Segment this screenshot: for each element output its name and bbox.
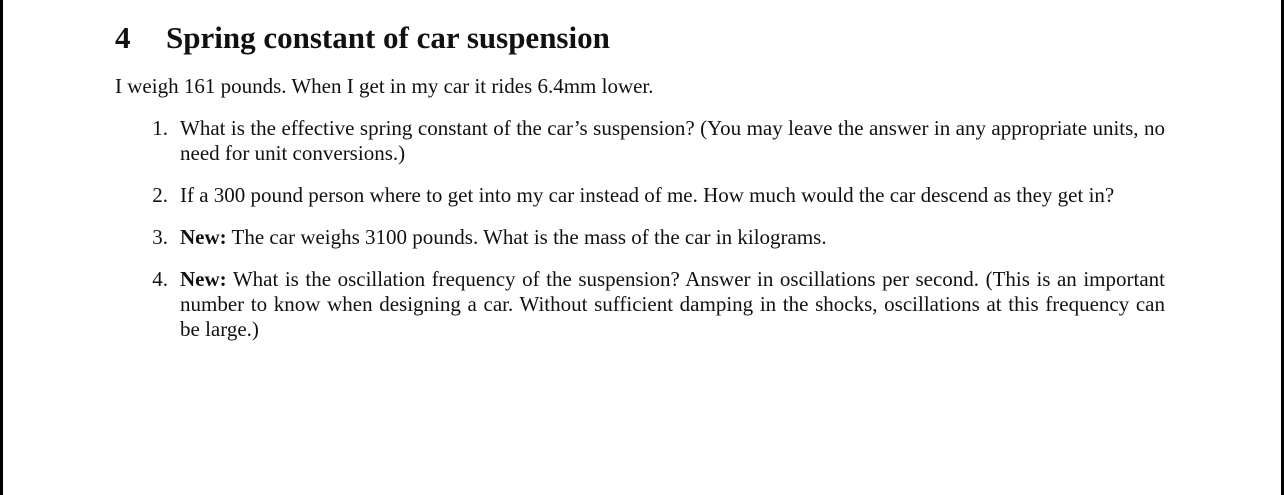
document-page	[3, 0, 1281, 495]
question-number: 1.	[152, 116, 168, 140]
question-number: 4.	[152, 267, 168, 291]
new-tag: New:	[180, 225, 227, 249]
question-text-content: If a 300 pound person where to get into my car instead of me. How much would the car descend as they get in?	[180, 183, 1115, 207]
section-title: Spring constant of car suspension	[166, 20, 610, 55]
question-number: 2.	[152, 183, 168, 207]
question-item	[115, 267, 1165, 342]
document-content	[115, 18, 1165, 359]
question-text	[168, 267, 1165, 342]
question-text-content: What is the effective spring constant of the car’s suspension? (You may leave the answer in any appropriate units, no need for unit conversions.)	[180, 116, 1165, 165]
question-text	[168, 225, 1165, 250]
question-list	[115, 116, 1165, 342]
question-text-content: What is the oscillation frequency of the suspension? Answer in oscillations per second. (This is an important number to know when designing a car. Without sufficient damping in the shocks, oscillations at this frequency can be large.)	[180, 267, 1165, 341]
new-tag: New:	[180, 267, 227, 291]
question-item	[115, 183, 1165, 208]
question-item	[115, 116, 1165, 166]
question-text	[168, 116, 1165, 166]
section-number: 4	[115, 20, 131, 55]
question-text	[168, 183, 1165, 208]
intro-paragraph: I weigh 161 pounds. When I get in my car it rides 6.4mm lower.	[115, 74, 654, 98]
section-heading	[115, 18, 1165, 58]
question-item	[115, 225, 1165, 250]
question-text-content: The car weighs 3100 pounds. What is the mass of the car in kilograms.	[231, 225, 827, 249]
question-number: 3.	[152, 225, 168, 249]
